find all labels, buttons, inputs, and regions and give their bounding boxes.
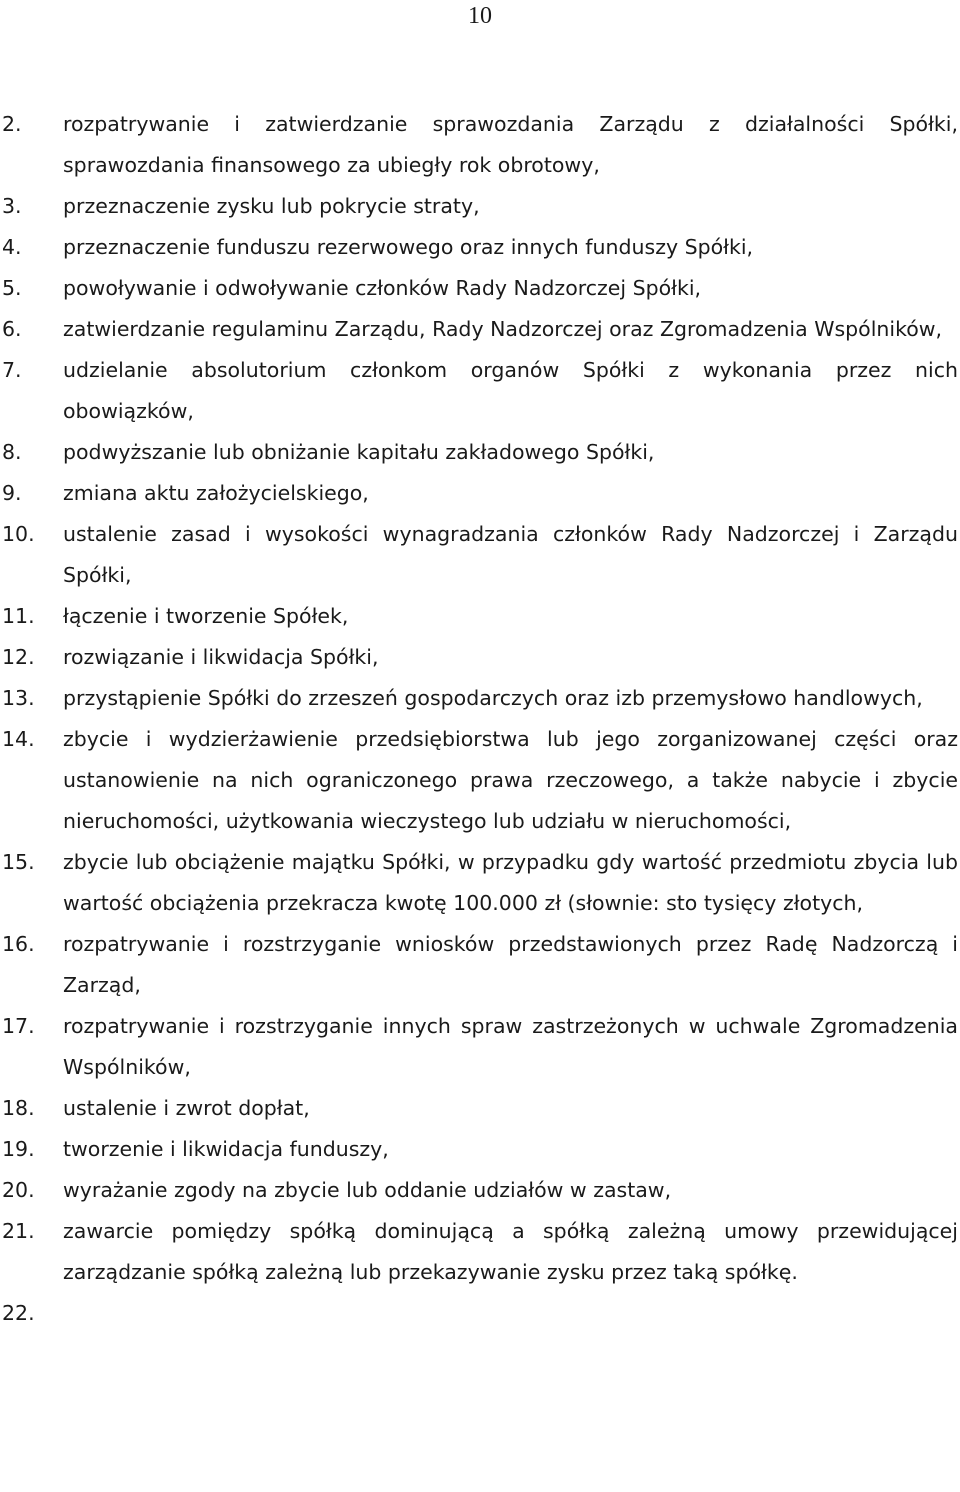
item-number: 4. bbox=[2, 235, 22, 259]
list-item bbox=[0, 432, 960, 473]
item-number: 14. bbox=[2, 727, 35, 751]
list-item bbox=[0, 1006, 960, 1088]
item-text: zbycie i wydzierżawienie przedsiębiorstwa lub jego zorganizowanej części oraz ustanowienie na nich ograniczonego prawa rzeczowego, a także nabycie i zbycie nieruchomości, użytkowania wieczystego lub udziału w nieruchomości, bbox=[63, 727, 958, 833]
item-text: ustalenie i zwrot dopłat, bbox=[63, 1096, 310, 1120]
item-text: przeznaczenie zysku lub pokrycie straty, bbox=[63, 194, 480, 218]
list-item bbox=[0, 350, 960, 432]
item-number: 16. bbox=[2, 932, 35, 956]
item-number: 3. bbox=[2, 194, 22, 218]
item-number: 2. bbox=[2, 112, 22, 136]
item-number: 22. bbox=[2, 1301, 35, 1325]
item-number: 10. bbox=[2, 522, 35, 546]
item-number: 11. bbox=[2, 604, 35, 628]
item-text: przystąpienie Spółki do zrzeszeń gospodarczych oraz izb przemysłowo handlowych, bbox=[63, 686, 923, 710]
item-text: łączenie i tworzenie Spółek, bbox=[63, 604, 349, 628]
item-text: zatwierdzanie regulaminu Zarządu, Rady Nadzorczej oraz Zgromadzenia Wspólników, bbox=[63, 317, 943, 341]
list-item bbox=[0, 719, 960, 842]
item-text: zawarcie pomiędzy spółką dominującą a spółką zależną umowy przewidującej zarządzanie spółką zależną lub przekazywanie zysku przez taką spółkę. bbox=[63, 1219, 958, 1284]
item-text: zmiana aktu założycielskiego, bbox=[63, 481, 369, 505]
item-number: 8. bbox=[2, 440, 22, 464]
list-item bbox=[0, 637, 960, 678]
page-number: 10 bbox=[468, 3, 492, 29]
list-item bbox=[0, 186, 960, 227]
item-number: 15. bbox=[2, 850, 35, 874]
item-number: 21. bbox=[2, 1219, 35, 1243]
list-item bbox=[0, 514, 960, 596]
item-text: zbycie lub obciążenie majątku Spółki, w przypadku gdy wartość przedmiotu zbycia lub wartość obciążenia przekracza kwotę 100.000 zł (słownie: sto tysięcy złotych, bbox=[63, 850, 958, 915]
item-number: 17. bbox=[2, 1014, 35, 1038]
list-item bbox=[0, 1129, 960, 1170]
item-text: przeznaczenie funduszu rezerwowego oraz innych funduszy Spółki, bbox=[63, 235, 754, 259]
item-text: powoływanie i odwoływanie członków Rady Nadzorczej Spółki, bbox=[63, 276, 702, 300]
item-text: rozpatrywanie i zatwierdzanie sprawozdania Zarządu z działalności Spółki, sprawozdania finansowego za ubiegły rok obrotowy, bbox=[63, 112, 958, 177]
resolution-list bbox=[0, 104, 960, 1325]
list-item bbox=[0, 104, 960, 186]
item-text: rozpatrywanie i rozstrzyganie innych spraw zastrzeżonych w uchwale Zgromadzenia Wspólników, bbox=[63, 1014, 958, 1079]
item-text: rozpatrywanie i rozstrzyganie wniosków przedstawionych przez Radę Nadzorczą i Zarząd, bbox=[63, 932, 958, 997]
list-item bbox=[0, 924, 960, 1006]
list-item bbox=[0, 678, 960, 719]
item-number: 9. bbox=[2, 481, 22, 505]
list-item bbox=[0, 1211, 960, 1293]
list-item bbox=[0, 596, 960, 637]
item-text: udzielanie absolutorium członkom organów Spółki z wykonania przez nich obowiązków, bbox=[63, 358, 958, 423]
item-number: 12. bbox=[2, 645, 35, 669]
item-number: 6. bbox=[2, 317, 22, 341]
list-item bbox=[0, 268, 960, 309]
item-text: rozwiązanie i likwidacja Spółki, bbox=[63, 645, 379, 669]
list-item bbox=[0, 1088, 960, 1129]
item-number: 13. bbox=[2, 686, 35, 710]
item-text: tworzenie i likwidacja funduszy, bbox=[63, 1137, 389, 1161]
item-number: 20. bbox=[2, 1178, 35, 1202]
list-item bbox=[0, 473, 960, 514]
item-text: ustalenie zasad i wysokości wynagradzania członków Rady Nadzorczej i Zarządu Spółki, bbox=[63, 522, 958, 587]
list-item bbox=[0, 842, 960, 924]
list-item bbox=[0, 1170, 960, 1211]
item-text: wyrażanie zgody na zbycie lub oddanie udziałów w zastaw, bbox=[63, 1178, 672, 1202]
list-item bbox=[0, 227, 960, 268]
item-number: 18. bbox=[2, 1096, 35, 1120]
item-number: 19. bbox=[2, 1137, 35, 1161]
list-item bbox=[0, 309, 960, 350]
item-text: podwyższanie lub obniżanie kapitału zakładowego Spółki, bbox=[63, 440, 655, 464]
item-number: 5. bbox=[2, 276, 22, 300]
item-number: 7. bbox=[2, 358, 22, 382]
